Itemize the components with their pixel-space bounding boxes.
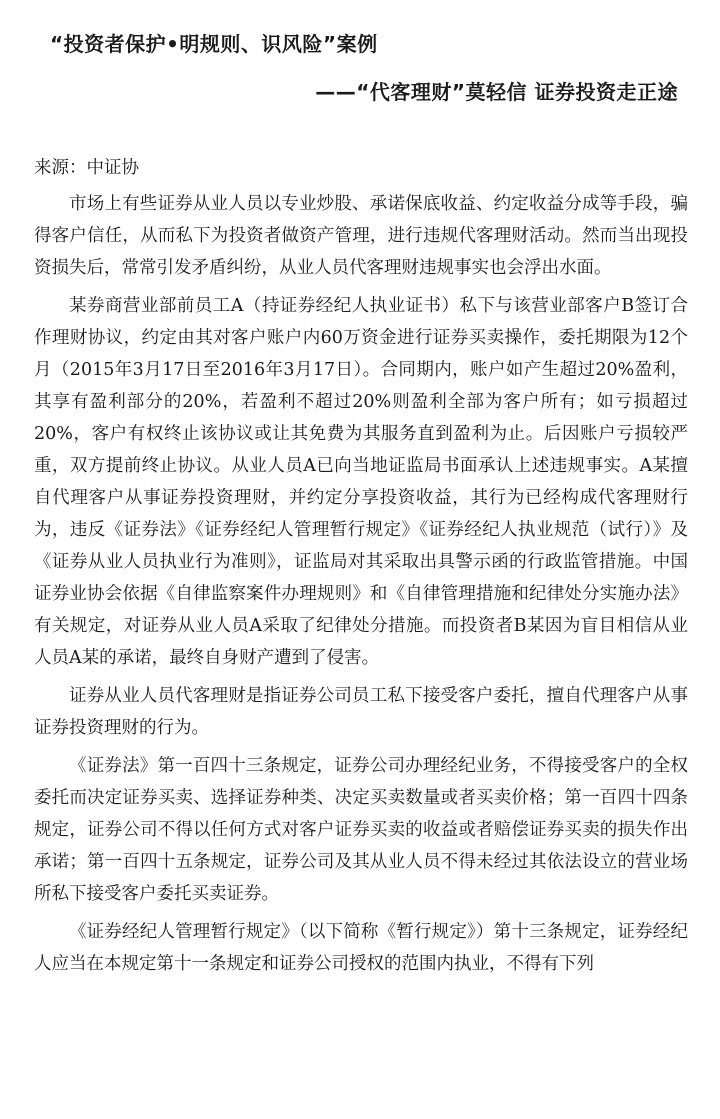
- paragraph-intro: 市场上有些证券从业人员以专业炒股、承诺保底收益、约定收益分成等手段，骗得客户信任，从而私下为投资者做资产管理，进行违规代客理财活动。然而当出现投资损失后，常常引发矛盾纠纷，从业人员代客理财违规事实也会浮出水面。: [34, 194, 688, 278]
- source-line: 来源：中证协: [34, 158, 139, 178]
- document-subtitle: ——“代客理财”莫轻信 证券投资走正途: [315, 80, 678, 104]
- paragraph-securities-law: 《证券法》第一百四十三条规定，证券公司办理经纪业务，不得接受客户的全权委托而决定证券买卖、选择证券种类、决定买卖数量或者买卖价格；第一百四十四条规定，证券公司不得以任何方式对客户证券买卖的收益或者赔偿证券买卖的损失作出承诺；第一百四十五条规定，证券公司及其从业人员不得未经过其依法设立的营业场所私下接受客户委托买卖证券。: [34, 756, 688, 904]
- paragraph-definition: 证券从业人员代客理财是指证券公司员工私下接受客户委托，擅自代理客户从事证券投资理财的行为。: [34, 686, 688, 738]
- document-title: “投资者保护•明规则、识风险”案例: [50, 32, 378, 56]
- document-body: [34, 152, 688, 986]
- paragraph-case: 某券商营业部前员工A（持证券经纪人执业证书）私下与该营业部客户B签订合作理财协议，约定由其对客户账户内60万资金进行证券买卖操作，委托期限为12个月（2015年3月17日至2016年3月17日）。合同期内，账户如产生超过20%盈利，其享有盈利部分的20%，若盈利不超过20%则盈利全部为客户所有；如亏损超过20%，客户有权终止该协议或让其免费为其服务直到盈利为止。后因账户亏损较严重，双方提前终止协议。从业人员A已向当地证监局书面承认上述违规事实。A某擅自代理客户从事证券投资理财，并约定分享投资收益，其行为已经构成代客理财行为，违反《证券法》《证券经纪人管理暂行规定》《证券经纪人执业规范（试行）》及《证券从业人员执业行为准则》，证监局对其采取出具警示函的行政监管措施。中国证券业协会依据《自律监察案件办理规则》和《自律管理措施和纪律处分实施办法》有关规定，对证券从业人员A采取了纪律处分措施。而投资者B某因为盲目相信从业人员A某的承诺，最终自身财产遭到了侵害。: [34, 296, 688, 668]
- paragraph-provisional-rules: 《证券经纪人管理暂行规定》（以下简称《暂行规定》）第十三条规定，证券经纪人应当在本规定第十一条规定和证券公司授权的范围内执业，不得有下列: [34, 922, 688, 974]
